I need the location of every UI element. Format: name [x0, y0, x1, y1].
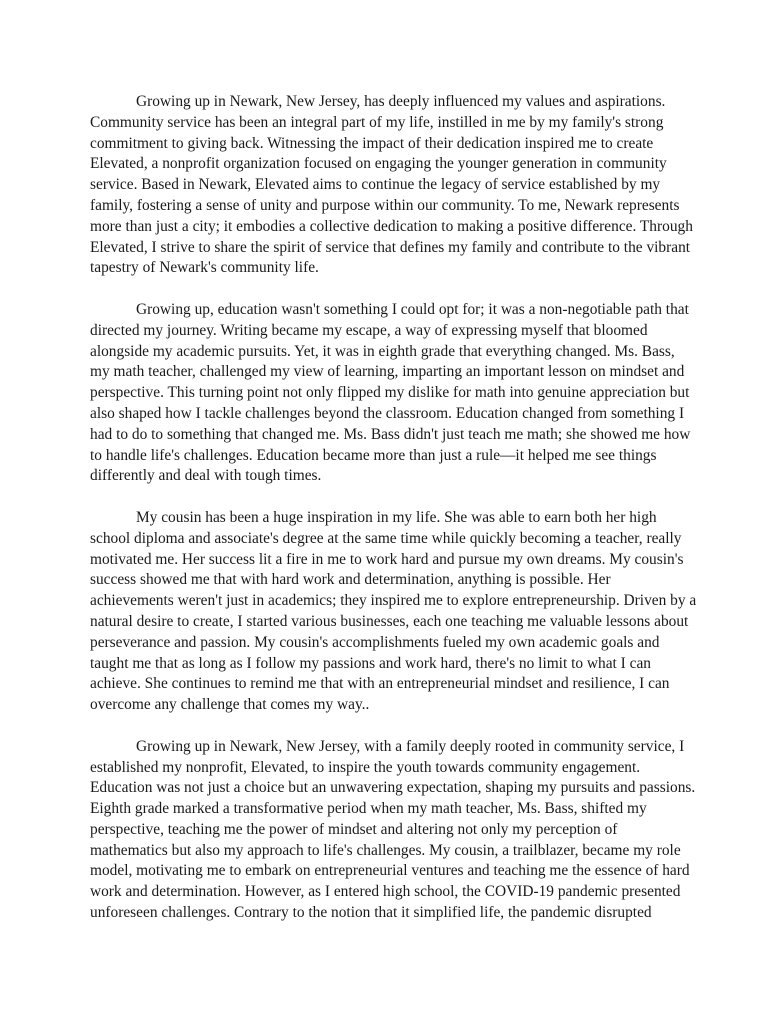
paragraph-summary-covid: Growing up in Newark, New Jersey, with a family deeply rooted in community service, I established my nonprofit, Elevated, to inspire the youth towards community engagement. Education was not just a choice but an unwavering expectation, shaping my pursuits and passions. Eighth grade marked a transformative period when my math teacher, Ms. Bass, shifted my perspective, teaching me the power of mindset and altering not only my perception of mathematics but also my approach to life's challenges. My cousin, a trailblazer, became my role model, motivating me to embark on entrepreneurial ventures and teaching me the essence of hard work and determination. However, as I entered high school, the COVID-19 pandemic presented unforeseen challenges. Contrary to the notion that it simplified life, the pandemic disrupted: [90, 737, 696, 922]
paragraph-education-ms-bass: Growing up, education wasn't something I could opt for; it was a non-negotiable path that directed my journey. Writing became my escape, a way of expressing myself that bloomed alongside my academic pursuits. Yet, it was in eighth grade that everything changed. Ms. Bass, my math teacher, challenged my view of learning, imparting an important lesson on mindset and perspective. This turning point not only flipped my dislike for math into genuine appreciation but also shaped how I tackle challenges beyond the classroom. Education changed from something I had to do to something that changed me. Ms. Bass didn't just teach me math; she showed me how to handle life's challenges. Education became more than just a rule—it helped me see things differently and deal with tough times.: [90, 300, 691, 485]
paragraph-cousin-inspiration: My cousin has been a huge inspiration in my life. She was able to earn both her high school diploma and associate's degree at the same time while quickly becoming a teacher, really motivated me. Her success lit a fire in me to work hard and pursue my own dreams. My cousin's success showed me that with hard work and determination, anything is possible. Her achievements weren't just in academics; they inspired me to explore entrepreneurship. Driven by a natural desire to create, I started various businesses, each one teaching me valuable lessons about perseverance and passion. My cousin's accomplishments fueled my own academic goals and taught me that as long as I follow my passions and work hard, there's no limit to what I can achieve. She continues to remind me that with an entrepreneurial mindset and resilience, I can overcome any challenge that comes my way..: [90, 508, 697, 714]
paragraph-newark-community-service: Growing up in Newark, New Jersey, has deeply influenced my values and aspirations. Community service has been an integral part of my life, instilled in me by my family's strong commitment to giving back. Witnessing the impact of their dedication inspired me to create Elevated, a nonprofit organization focused on engaging the younger generation in community service. Based in Newark, Elevated aims to continue the legacy of service established by my family, fostering a sense of unity and purpose within our community. To me, Newark represents more than just a city; it embodies a collective dedication to making a positive difference. Through Elevated, I strive to share the spirit of service that defines my family and contribute to the vibrant tapestry of Newark's community life.: [90, 93, 693, 277]
